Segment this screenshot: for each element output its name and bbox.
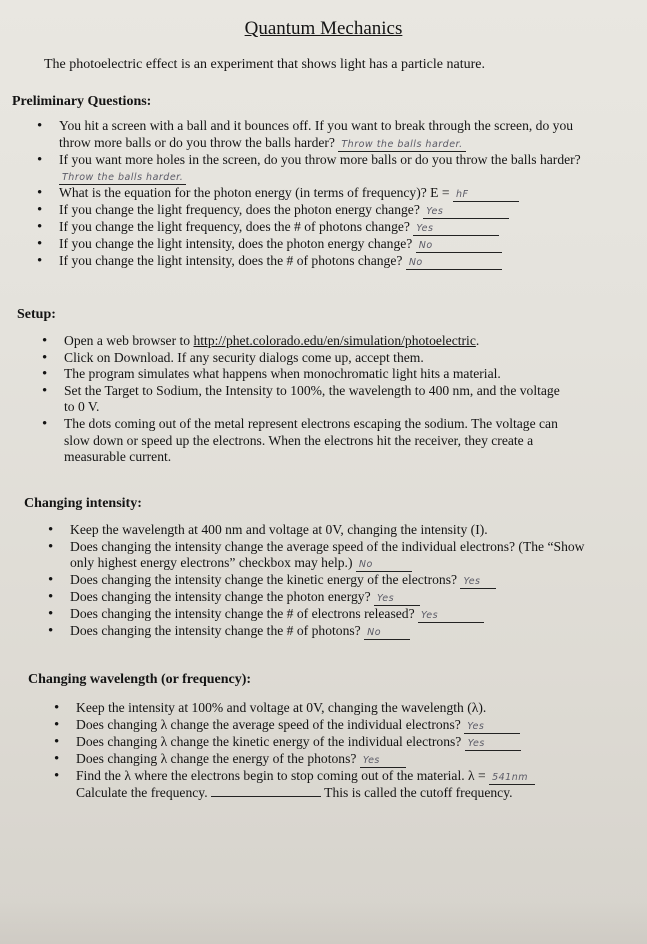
intensity-item-6: • Does changing the intensity change the # of photons? No — [48, 623, 588, 640]
frequency-answer-blank[interactable] — [211, 786, 321, 797]
preliminary-question-2: • If you want more holes in the screen, do you throw more balls or do you throw the balls harder? Throw the balls harder. — [37, 152, 607, 186]
wavelength-item-3: • Does changing λ change the kinetic energy of the individual electrons? Yes — [54, 734, 614, 751]
handwritten-answer[interactable]: No — [416, 240, 502, 253]
wavelength-item-5: • Find the λ where the electrons begin to stop coming out of the material. λ = 541nm Calculate the frequency. This is called the cutoff frequency. — [54, 768, 614, 802]
handwritten-answer[interactable]: Yes — [413, 223, 499, 236]
setup-list — [42, 333, 572, 466]
intensity-item-1: • Keep the wavelength at 400 nm and voltage at 0V, changing the intensity (I). — [48, 522, 588, 539]
intensity-list — [48, 522, 588, 640]
handwritten-answer[interactable]: Yes — [464, 721, 520, 734]
preliminary-question-7: • If you change the light intensity, does the # of photons change? No — [37, 253, 607, 270]
handwritten-answer[interactable]: No — [364, 627, 410, 640]
handwritten-answer[interactable]: Yes — [374, 593, 420, 606]
wavelength-item-4: • Does changing λ change the energy of the photons? Yes — [54, 751, 614, 768]
preliminary-question-6: • If you change the light intensity, does the photon energy change? No — [37, 236, 607, 253]
preliminary-list — [37, 118, 607, 270]
handwritten-answer[interactable]: Throw the balls harder. — [338, 139, 465, 152]
setup-step-3: • The program simulates what happens when monochromatic light hits a material. — [42, 366, 572, 383]
intensity-item-3: • Does changing the intensity change the kinetic energy of the electrons? Yes — [48, 572, 588, 589]
handwritten-answer[interactable]: No — [356, 559, 412, 572]
setup-step-5: • The dots coming out of the metal represent electrons escaping the sodium. The voltage can slow down or speed up the electrons. When the electrons hit the receiver, they create a measurable current. — [42, 416, 572, 466]
setup-heading: Setup: — [17, 307, 56, 322]
wavelength-heading: Changing wavelength (or frequency): — [28, 672, 252, 687]
page-shadow — [0, 900, 647, 944]
handwritten-answer[interactable]: Yes — [465, 738, 521, 751]
preliminary-question-3: • What is the equation for the photon energy (in terms of frequency)? E = hF — [37, 185, 607, 202]
setup-step-4: • Set the Target to Sodium, the Intensity to 100%, the wavelength to 400 nm, and the voltage to 0 V. — [42, 383, 572, 416]
intensity-item-2: • Does changing the intensity change the average speed of the individual electrons? (The “Show only highest energy electrons” checkbox may help.) No — [48, 539, 588, 573]
handwritten-answer[interactable]: Yes — [423, 206, 509, 219]
handwritten-answer[interactable]: 541nm — [489, 772, 535, 785]
handwritten-answer[interactable]: hF — [453, 189, 519, 202]
wavelength-list — [54, 700, 614, 801]
handwritten-answer[interactable]: Throw the balls harder. — [59, 172, 186, 185]
preliminary-question-4: • If you change the light frequency, does the photon energy change? Yes — [37, 202, 607, 219]
preliminary-question-1: • You hit a screen with a ball and it bounces off. If you want to break through the screen, do you throw more balls or do you throw the balls harder? Throw the balls harder. — [37, 118, 607, 152]
setup-step-1: • Open a web browser to http://phet.colorado.edu/en/simulation/photoelectric. — [42, 333, 572, 350]
handwritten-answer[interactable]: Yes — [460, 576, 496, 589]
handwritten-answer[interactable]: No — [406, 257, 502, 270]
preliminary-heading: Preliminary Questions: — [12, 94, 152, 109]
handwritten-answer[interactable]: Yes — [360, 755, 406, 768]
intro-text: The photoelectric effect is an experiment that shows light has a particle nature. — [44, 57, 485, 72]
setup-step-2: • Click on Download. If any security dialogs come up, accept them. — [42, 350, 572, 367]
intensity-item-4: • Does changing the intensity change the photon energy? Yes — [48, 589, 588, 606]
wavelength-item-1: • Keep the intensity at 100% and voltage at 0V, changing the wavelength (λ). — [54, 700, 614, 717]
preliminary-question-5: • If you change the light frequency, does the # of photons change? Yes — [37, 219, 607, 236]
intensity-heading: Changing intensity: — [24, 496, 142, 511]
wavelength-item-2: • Does changing λ change the average speed of the individual electrons? Yes — [54, 717, 614, 734]
page-title: Quantum Mechanics — [244, 18, 403, 39]
intensity-item-5: • Does changing the intensity change the # of electrons released? Yes — [48, 606, 588, 623]
phet-link[interactable]: http://phet.colorado.edu/en/simulation/photoelectric — [193, 333, 476, 348]
handwritten-answer[interactable]: Yes — [418, 610, 484, 623]
